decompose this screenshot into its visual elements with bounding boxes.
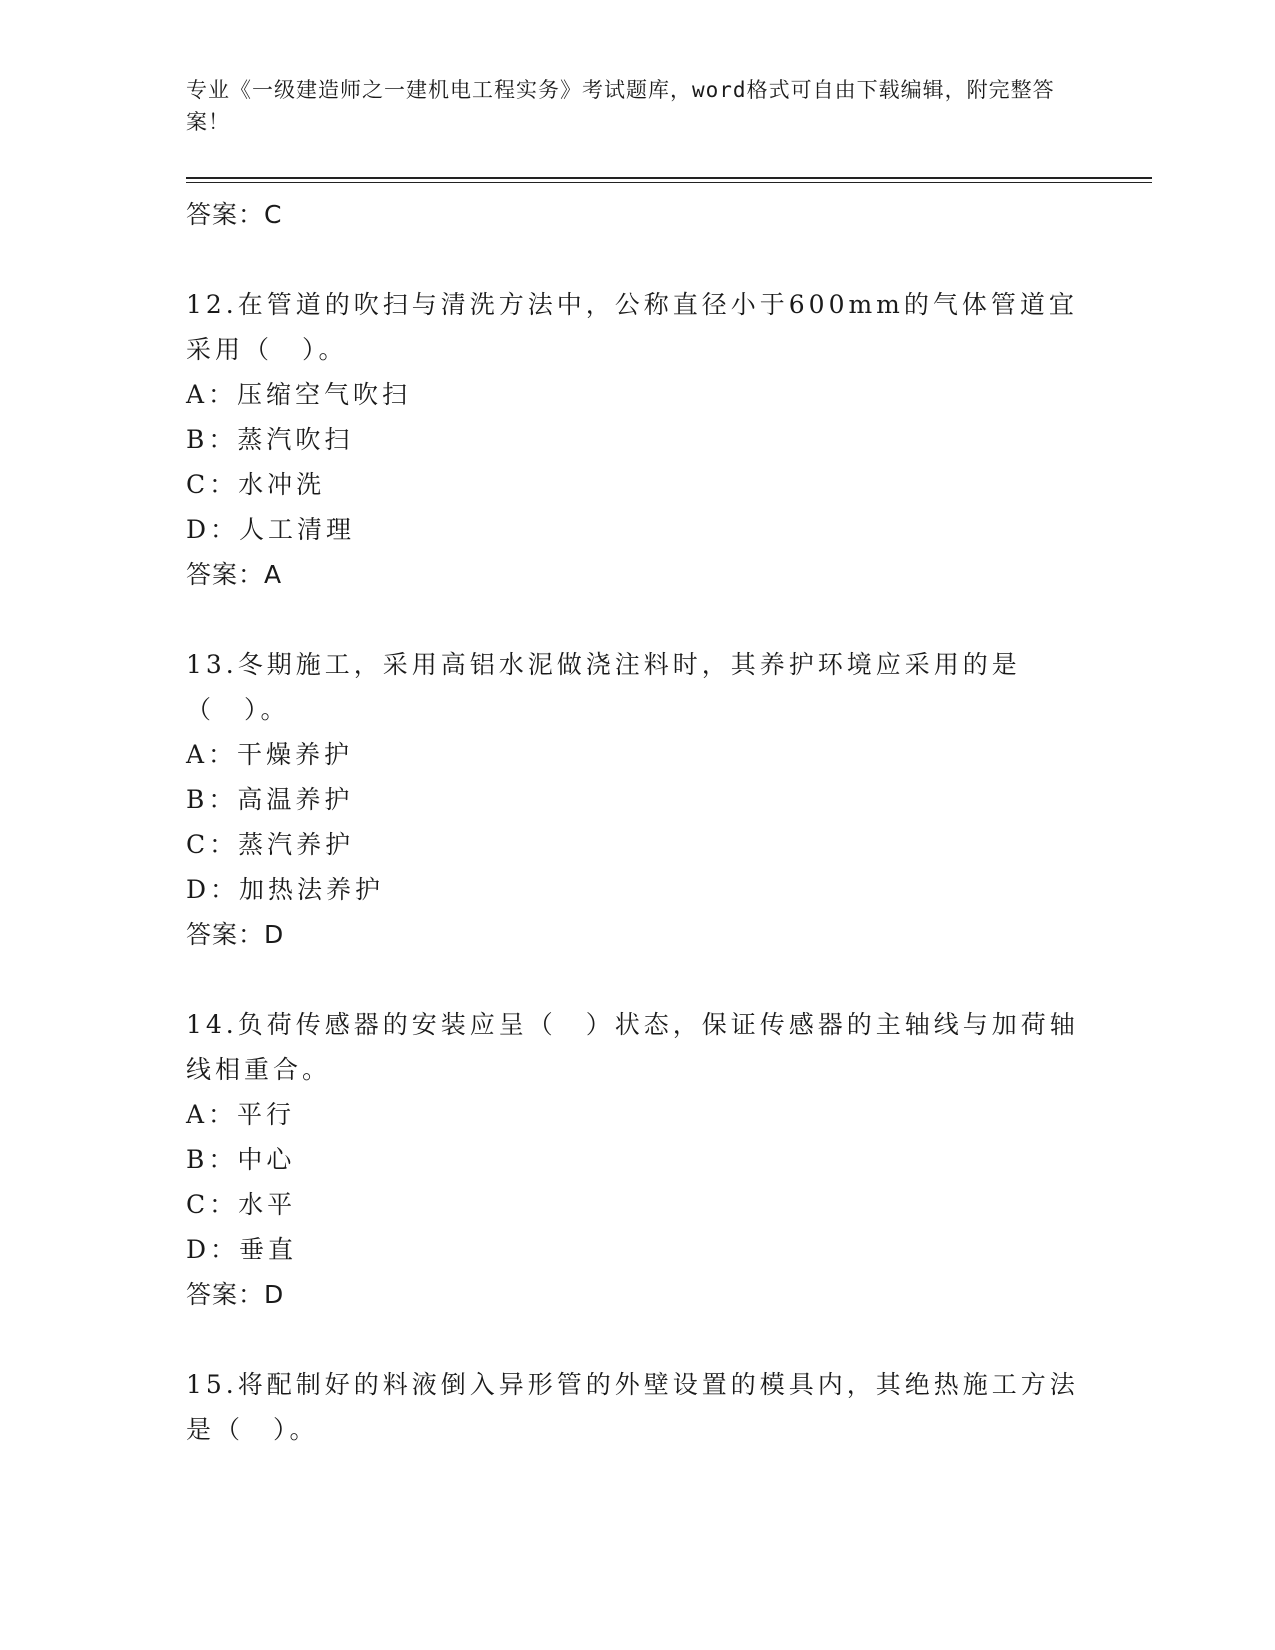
answer-line: 答案：D	[186, 920, 285, 949]
document-header: 专业《一级建造师之一建机电工程实务》考试题库，word格式可自由下载编辑，附完整答案！	[186, 78, 1055, 134]
option-c: C：水冲洗	[186, 470, 326, 499]
header-rule-thin	[186, 182, 1152, 183]
question-item	[186, 1362, 1086, 1452]
question-text: 15.将配制好的料液倒入异形管的外壁设置的模具内，其绝热施工方法是（ ）。	[186, 1370, 1079, 1444]
option-b: B：中心	[186, 1145, 296, 1174]
answer-line: 答案：A	[186, 560, 283, 589]
option-b: B：蒸汽吹扫	[186, 425, 354, 454]
option-d: D：人工清理	[186, 515, 356, 544]
option-a: A：干燥养护	[186, 740, 354, 769]
option-c: C：水平	[186, 1190, 297, 1219]
option-d: D：垂直	[186, 1235, 298, 1264]
question-item	[186, 1002, 1086, 1318]
answer-line: 答案：D	[186, 1280, 285, 1309]
option-a: A：压缩空气吹扫	[186, 380, 412, 409]
question-item	[186, 642, 1086, 958]
option-c: C：蒸汽养护	[186, 830, 355, 859]
option-b: B：高温养护	[186, 785, 354, 814]
question-item	[186, 282, 1086, 598]
header-rule-thick	[186, 177, 1152, 179]
answer-line: 答案：C	[186, 200, 283, 229]
question-text: 12.在管道的吹扫与清洗方法中，公称直径小于600mm的气体管道宜采用（ ）。	[186, 290, 1078, 364]
question-list	[186, 192, 1086, 1452]
option-d: D：加热法养护	[186, 875, 385, 904]
option-a: A：平行	[186, 1100, 296, 1129]
question-text: 13.冬期施工，采用高铝水泥做浇注料时，其养护环境应采用的是（ ）。	[186, 650, 1021, 724]
question-text: 14.负荷传感器的安装应呈（ ）状态，保证传感器的主轴线与加荷轴线相重合。	[186, 1010, 1079, 1084]
